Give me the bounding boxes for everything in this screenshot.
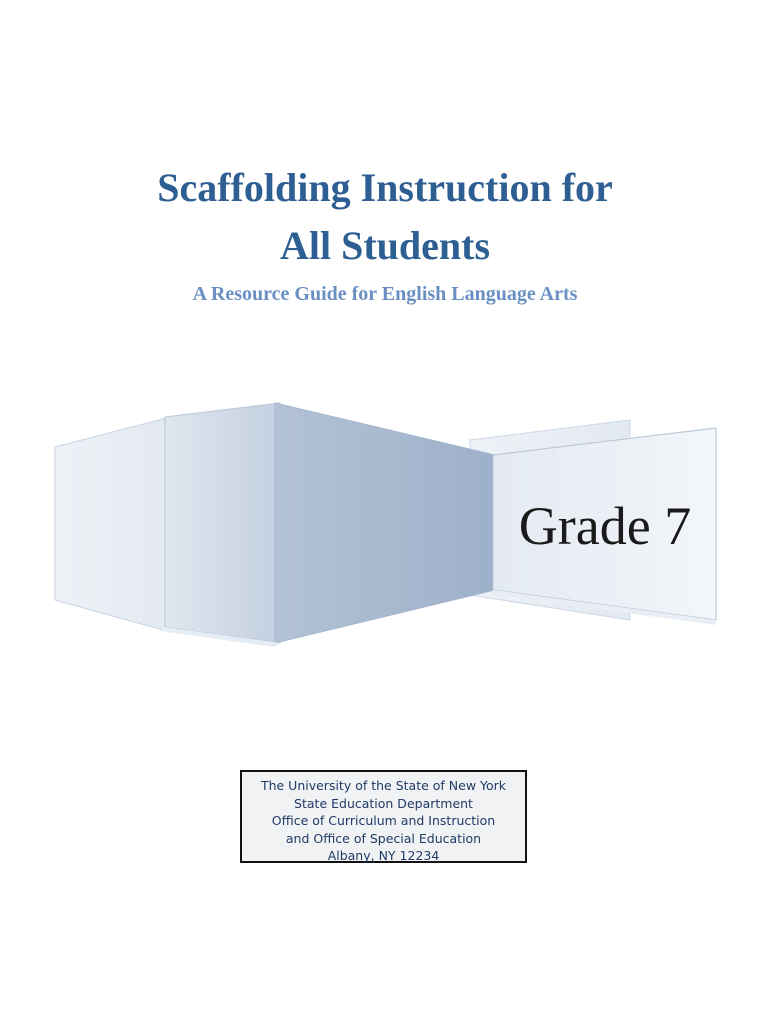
publisher-line-office-curriculum: Office of Curriculum and Instruction	[271, 813, 496, 828]
publisher-line-department: State Education Department	[294, 795, 473, 811]
publisher-line-address: Albany, NY 12234	[327, 848, 440, 863]
publisher-info-box	[240, 770, 527, 863]
cover-title-line-2: All Students	[279, 223, 491, 268]
panel-left	[165, 403, 280, 643]
cover-title-line-1: Scaffolding Instruction for	[157, 165, 613, 210]
cover-subtitle: A Resource Guide for English Language Arts	[192, 283, 578, 305]
publisher-line-university: The University of the State of New York	[260, 778, 507, 793]
panel-middle	[275, 403, 495, 643]
grade-label: Grade 7	[518, 496, 692, 556]
publisher-line-office-special-ed: and Office of Special Education	[285, 830, 482, 846]
panel-far-left	[55, 417, 170, 632]
